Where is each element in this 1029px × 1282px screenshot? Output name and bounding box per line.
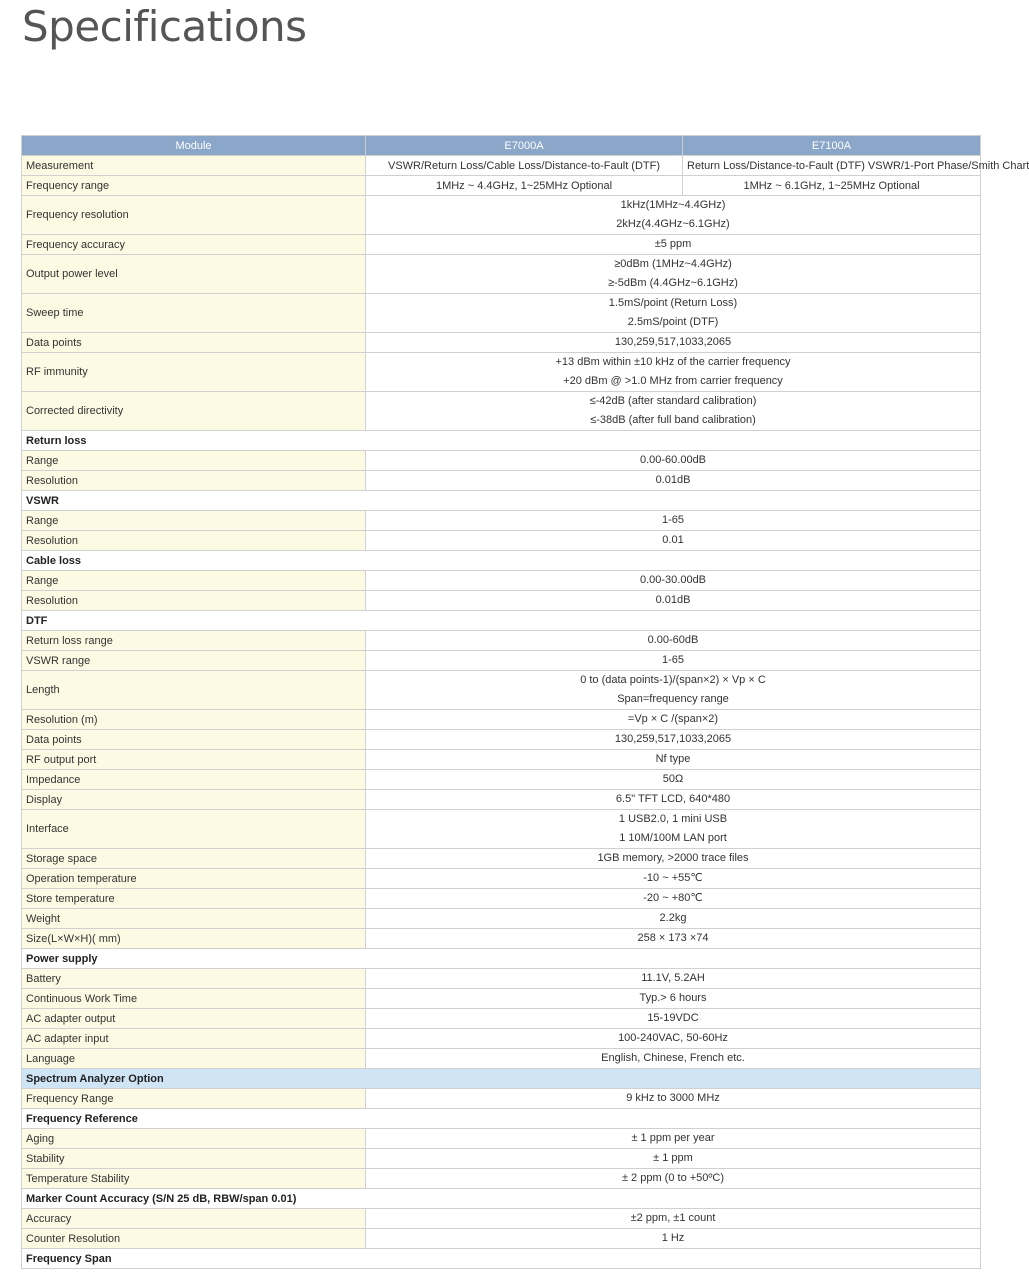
table-row <box>22 989 981 1009</box>
row-value <box>366 889 981 909</box>
row-label: Data points <box>22 333 366 353</box>
row-label: Impedance <box>22 770 366 790</box>
row-label: Resolution <box>22 591 366 611</box>
row-label: Size(L×W×H)( mm) <box>22 929 366 949</box>
row-value <box>366 1209 981 1229</box>
row-label: Resolution <box>22 471 366 491</box>
row-value <box>366 671 981 710</box>
row-label: AC adapter input <box>22 1029 366 1049</box>
value-line: 0.00-60dB <box>647 634 699 646</box>
row-label: Corrected directivity <box>22 392 366 431</box>
table-row <box>22 710 981 730</box>
table-row <box>22 294 981 333</box>
row-label: RF output port <box>22 750 366 770</box>
table-row <box>22 333 981 353</box>
table-row <box>22 1009 981 1029</box>
value-line: -20 ~ +80℃ <box>643 892 703 904</box>
row-label: Sweep time <box>22 294 366 333</box>
row-label: VSWR range <box>22 651 366 671</box>
row-label: Stability <box>22 1149 366 1169</box>
row-value <box>366 790 981 810</box>
value-line: ≥-5dBm (4.4GHz~6.1GHz) <box>608 277 738 289</box>
table-row <box>22 511 981 531</box>
table-row <box>22 750 981 770</box>
table-row <box>22 1149 981 1169</box>
value-line: 1GB memory, >2000 trace files <box>597 852 749 864</box>
section-heading: Frequency Span <box>22 1249 981 1269</box>
value-line: 100-240VAC, 50-60Hz <box>618 1032 728 1044</box>
table-row <box>22 591 981 611</box>
header-e7100a: E7100A <box>683 136 981 156</box>
value-line: 9 kHz to 3000 MHz <box>626 1092 720 1104</box>
row-value <box>366 1029 981 1049</box>
row-label: Operation temperature <box>22 869 366 889</box>
row-value <box>366 471 981 491</box>
row-label: Accuracy <box>22 1209 366 1229</box>
row-value <box>366 1049 981 1069</box>
row-label: Frequency resolution <box>22 196 366 235</box>
value-line: Span=frequency range <box>617 693 729 705</box>
value-line: 0.01 <box>662 534 684 546</box>
value-line: 1-65 <box>661 654 685 666</box>
row-value <box>366 255 981 294</box>
table-row <box>22 730 981 750</box>
table-row <box>22 353 981 392</box>
section-heading: Spectrum Analyzer Option <box>22 1069 981 1089</box>
row-label: Store temperature <box>22 889 366 909</box>
section-row <box>22 611 981 631</box>
value-line: 1 10M/100M LAN port <box>619 832 727 844</box>
row-value <box>366 710 981 730</box>
table-row <box>22 392 981 431</box>
table-row <box>22 790 981 810</box>
value-line: =Vp × C /(span×2) <box>627 713 719 725</box>
row-label: Return loss range <box>22 631 366 651</box>
value-line: ± 2 ppm (0 to +50ºC) <box>621 1172 725 1184</box>
table-row <box>22 176 981 196</box>
row-label: AC adapter output <box>22 1009 366 1029</box>
value-line: 1.5mS/point (Return Loss) <box>608 297 738 309</box>
row-label: Battery <box>22 969 366 989</box>
value-line: 0.01dB <box>655 474 691 486</box>
section-heading: VSWR <box>22 491 981 511</box>
section-heading: Return loss <box>22 431 981 451</box>
row-value <box>366 196 981 235</box>
row-label: Data points <box>22 730 366 750</box>
table-row <box>22 156 981 176</box>
section-heading: Marker Count Accuracy (S/N 25 dB, RBW/span 0.01) <box>22 1189 981 1209</box>
row-label: Frequency accuracy <box>22 235 366 255</box>
table-row <box>22 969 981 989</box>
value-line: 11.1V, 5.2AH <box>641 972 705 984</box>
row-label: Length <box>22 671 366 710</box>
row-value <box>366 1229 981 1249</box>
row-label: Frequency range <box>22 176 366 196</box>
value-line: 1kHz(1MHz~4.4GHz) <box>620 199 726 211</box>
value-line: ± 1 ppm per year <box>631 1132 715 1144</box>
table-row <box>22 1029 981 1049</box>
row-value <box>366 1169 981 1189</box>
table-row <box>22 651 981 671</box>
table-row <box>22 1049 981 1069</box>
row-value <box>366 591 981 611</box>
section-heading: Frequency Reference <box>22 1109 981 1129</box>
value-line: 258 × 173 ×74 <box>637 932 709 944</box>
row-label: Display <box>22 790 366 810</box>
row-value <box>366 451 981 471</box>
table-row <box>22 1229 981 1249</box>
row-value <box>366 969 981 989</box>
table-row <box>22 909 981 929</box>
page-title: Specifications <box>22 2 307 51</box>
table-row <box>22 1089 981 1109</box>
table-row <box>22 255 981 294</box>
section-row <box>22 949 981 969</box>
row-label: Counter Resolution <box>22 1229 366 1249</box>
value-line: ±5 ppm <box>654 238 692 250</box>
value-line: 0.00-30.00dB <box>639 574 707 586</box>
table-row <box>22 196 981 235</box>
section-row <box>22 551 981 571</box>
value-line: Nf type <box>655 753 691 765</box>
section-row <box>22 1249 981 1269</box>
table-row <box>22 571 981 591</box>
value-e7100a: 1MHz ~ 6.1GHz, 1~25MHz Optional <box>683 176 981 196</box>
row-label: Weight <box>22 909 366 929</box>
row-label: Frequency Range <box>22 1089 366 1109</box>
value-line: 50Ω <box>662 773 684 785</box>
row-label: Continuous Work Time <box>22 989 366 1009</box>
row-value <box>366 849 981 869</box>
section-row <box>22 1069 981 1089</box>
section-row <box>22 1109 981 1129</box>
value-line: 1-65 <box>661 514 685 526</box>
specifications-table <box>21 135 1029 1269</box>
value-line: English, Chinese, French etc. <box>601 1052 745 1064</box>
row-value <box>366 730 981 750</box>
row-label: RF immunity <box>22 353 366 392</box>
table-row <box>22 235 981 255</box>
value-line: 0.00-60.00dB <box>639 454 707 466</box>
row-value <box>366 571 981 591</box>
table-row <box>22 451 981 471</box>
value-line: 1 Hz <box>661 1232 685 1244</box>
row-value <box>366 989 981 1009</box>
table-header-row <box>22 136 981 156</box>
value-line: +20 dBm @ >1.0 MHz from carrier frequency <box>563 375 783 387</box>
value-line: ±2 ppm, ±1 count <box>630 1212 716 1224</box>
table-row <box>22 671 981 710</box>
row-value <box>366 750 981 770</box>
row-value <box>366 531 981 551</box>
row-value <box>366 1129 981 1149</box>
row-label: Range <box>22 451 366 471</box>
row-value <box>366 631 981 651</box>
value-line: ≥0dBm (1MHz~4.4GHz) <box>614 258 732 270</box>
table-row <box>22 869 981 889</box>
section-heading: Cable loss <box>22 551 981 571</box>
row-label: Resolution (m) <box>22 710 366 730</box>
table-row <box>22 1169 981 1189</box>
value-line: 1 USB2.0, 1 mini USB <box>618 813 728 825</box>
row-label: Aging <box>22 1129 366 1149</box>
section-row <box>22 431 981 451</box>
row-label: Language <box>22 1049 366 1069</box>
value-line: 15-19VDC <box>647 1012 699 1024</box>
row-value <box>366 770 981 790</box>
row-label: Output power level <box>22 255 366 294</box>
value-line: ≤-38dB (after full band calibration) <box>590 414 756 426</box>
value-line: 130,259,517,1033,2065 <box>614 733 732 745</box>
value-line: 2.5mS/point (DTF) <box>627 316 719 328</box>
value-line: 130,259,517,1033,2065 <box>614 336 732 348</box>
value-line: 6.5" TFT LCD, 640*480 <box>615 793 731 805</box>
section-heading: DTF <box>22 611 981 631</box>
table-row <box>22 770 981 790</box>
table-row <box>22 849 981 869</box>
section-row <box>22 1189 981 1209</box>
value-e7100a: Return Loss/Distance-to-Fault (DTF) VSWR/1-Port Phase/Smith Chart <box>683 156 981 176</box>
value-e7000a: VSWR/Return Loss/Cable Loss/Distance-to-Fault (DTF) <box>366 156 683 176</box>
value-line: ≤-42dB (after standard calibration) <box>589 395 757 407</box>
table-row <box>22 889 981 909</box>
value-e7000a: 1MHz ~ 4.4GHz, 1~25MHz Optional <box>366 176 683 196</box>
row-label: Measurement <box>22 156 366 176</box>
row-label: Resolution <box>22 531 366 551</box>
row-label: Range <box>22 511 366 531</box>
value-line: +13 dBm within ±10 kHz of the carrier frequency <box>555 356 791 368</box>
value-line: -10 ~ +55℃ <box>643 872 703 884</box>
row-value <box>366 929 981 949</box>
table-body <box>22 156 1029 1269</box>
row-value <box>366 1089 981 1109</box>
table-row <box>22 471 981 491</box>
table-row <box>22 1209 981 1229</box>
row-value <box>366 909 981 929</box>
header-module: Module <box>22 136 366 156</box>
row-value <box>366 869 981 889</box>
row-value <box>366 392 981 431</box>
row-value <box>366 353 981 392</box>
row-value <box>366 1009 981 1029</box>
section-heading: Power supply <box>22 949 981 969</box>
row-label: Interface <box>22 810 366 849</box>
row-value <box>366 511 981 531</box>
value-line: 2.2kg <box>659 912 687 924</box>
value-line: 0 to (data points-1)/(span×2) × Vp × C <box>580 674 766 686</box>
row-value <box>366 810 981 849</box>
row-value <box>366 294 981 333</box>
table-row <box>22 929 981 949</box>
table-row <box>22 810 981 849</box>
value-line: ± 1 ppm <box>653 1152 693 1164</box>
table-row <box>22 531 981 551</box>
row-label: Range <box>22 571 366 591</box>
row-value <box>366 235 981 255</box>
row-value <box>366 651 981 671</box>
value-line: 2kHz(4.4GHz~6.1GHz) <box>616 218 730 230</box>
row-label: Temperature Stability <box>22 1169 366 1189</box>
value-line: Typ.> 6 hours <box>639 992 707 1004</box>
table-row <box>22 631 981 651</box>
section-row <box>22 491 981 511</box>
row-value <box>366 333 981 353</box>
value-line: 0.01dB <box>655 594 691 606</box>
row-label: Storage space <box>22 849 366 869</box>
row-value <box>366 1149 981 1169</box>
header-e7000a: E7000A <box>366 136 683 156</box>
table-row <box>22 1129 981 1149</box>
